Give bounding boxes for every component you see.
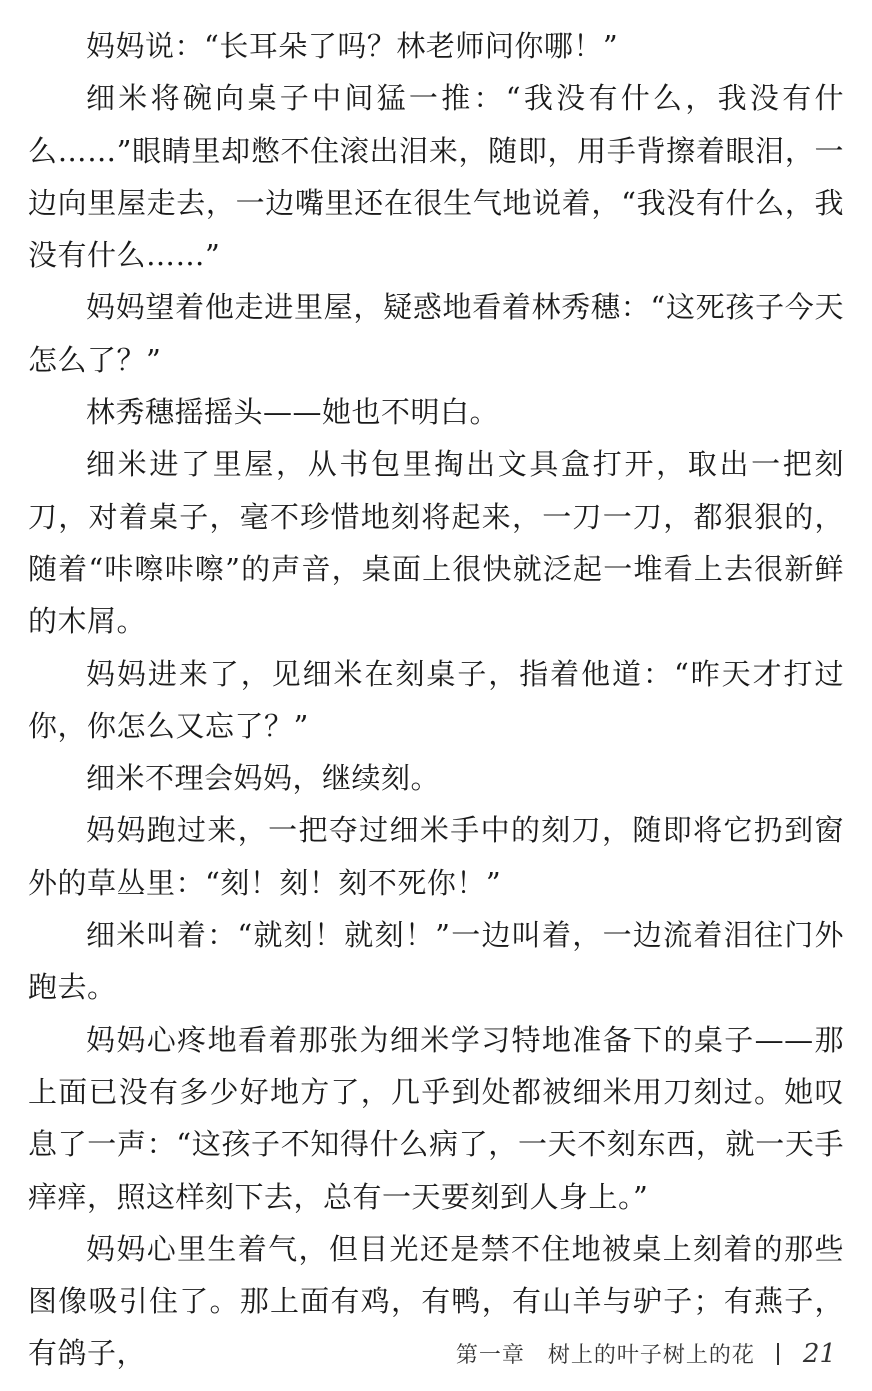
paragraph-10: 妈妈心疼地看着那张为细米学习特地准备下的桌子——那上面已没有多少好地方了，几乎到处都被细米用刀刻过。她叹息了一声：“这孩子不知得什么病了，一天不刻东西，就一天手痒痒，照这样刻下去，总有一天要刻到人身上。” <box>28 1022 844 1214</box>
paragraph-2: 细米将碗向桌子中间猛一推：“我没有什么，我没有什么……”眼睛里却憋不住滚出泪来，随即，用手背擦着眼泪，一边向里屋走去，一边嘴里还在很生气地说着，“我没有什么，我没有什么……” <box>28 81 844 273</box>
page-footer <box>456 1338 836 1369</box>
paragraph-11: 妈妈心里生着气，但目光还是禁不住地被桌上刻着的那些图像吸引住了。那上面有鸡，有鸭，有山羊与驴子；有燕子，有鸽子， <box>28 1231 844 1371</box>
body-text <box>28 20 844 1380</box>
paragraph-4: 林秀穗摇摇头——她也不明白。 <box>86 395 500 430</box>
footer-divider <box>777 1343 779 1365</box>
paragraph-3: 妈妈望着他走进里屋，疑惑地看着林秀穗：“这死孩子今天怎么了？” <box>28 290 844 377</box>
paragraph-6: 妈妈进来了，见细米在刻桌子，指着他道：“昨天才打过你，你怎么又忘了？” <box>28 656 844 743</box>
paragraph-9: 细米叫着：“就刻！就刻！”一边叫着，一边流着泪往门外跑去。 <box>28 918 844 1005</box>
page-number: 21 <box>802 1338 836 1369</box>
paragraph-8: 妈妈跑过来，一把夺过细米手中的刻刀，随即将它扔到窗外的草丛里：“刻！刻！刻不死你！” <box>28 813 844 900</box>
paragraph-5: 细米进了里屋，从书包里掏出文具盒打开，取出一把刻刀，对着桌子，毫不珍惜地刻将起来，一刀一刀，都狠狠的，随着“咔嚓咔嚓”的声音，桌面上很快就泛起一堆看上去很新鲜的木屑。 <box>28 447 844 639</box>
paragraph-1: 妈妈说：“长耳朵了吗？林老师问你哪！” <box>86 29 619 63</box>
running-head: 第一章 树上的叶子树上的花 <box>455 1343 755 1368</box>
paragraph-7: 细米不理会妈妈，继续刻。 <box>86 761 441 796</box>
